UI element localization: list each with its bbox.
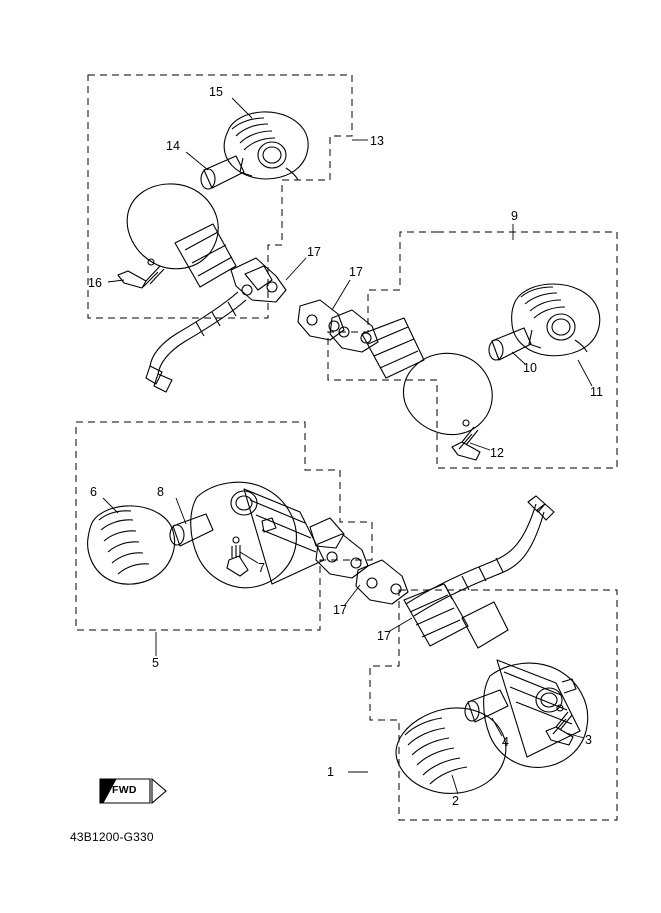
flasher-assembly-9 bbox=[330, 284, 600, 460]
group-boundary-boxes bbox=[76, 75, 617, 820]
callout-3: 3 bbox=[585, 733, 592, 747]
callout-4: 4 bbox=[502, 735, 509, 749]
callout-17-c: 17 bbox=[333, 603, 347, 617]
callout-14: 14 bbox=[166, 139, 180, 153]
callout-17-d: 17 bbox=[377, 629, 391, 643]
callout-7: 7 bbox=[258, 561, 265, 575]
callout-9: 9 bbox=[511, 209, 518, 223]
callout-10: 10 bbox=[523, 361, 537, 375]
callout-11: 11 bbox=[590, 385, 603, 399]
callout-17-b: 17 bbox=[349, 265, 363, 279]
callout-16: 16 bbox=[88, 276, 102, 290]
callout-1: 1 bbox=[327, 765, 334, 779]
callout-17-a: 17 bbox=[307, 245, 321, 259]
callout-leader-lines bbox=[103, 98, 592, 794]
callout-2: 2 bbox=[452, 794, 459, 808]
callout-8: 8 bbox=[157, 485, 164, 499]
callout-13: 13 bbox=[370, 134, 384, 148]
fwd-label: FWD bbox=[112, 784, 137, 796]
flasher-assembly-1 bbox=[396, 496, 588, 793]
part-code-label: 43B1200-G330 bbox=[70, 830, 154, 844]
callout-15: 15 bbox=[209, 85, 223, 99]
callout-6: 6 bbox=[90, 485, 97, 499]
callout-5: 5 bbox=[152, 656, 159, 670]
callout-12: 12 bbox=[490, 446, 504, 460]
